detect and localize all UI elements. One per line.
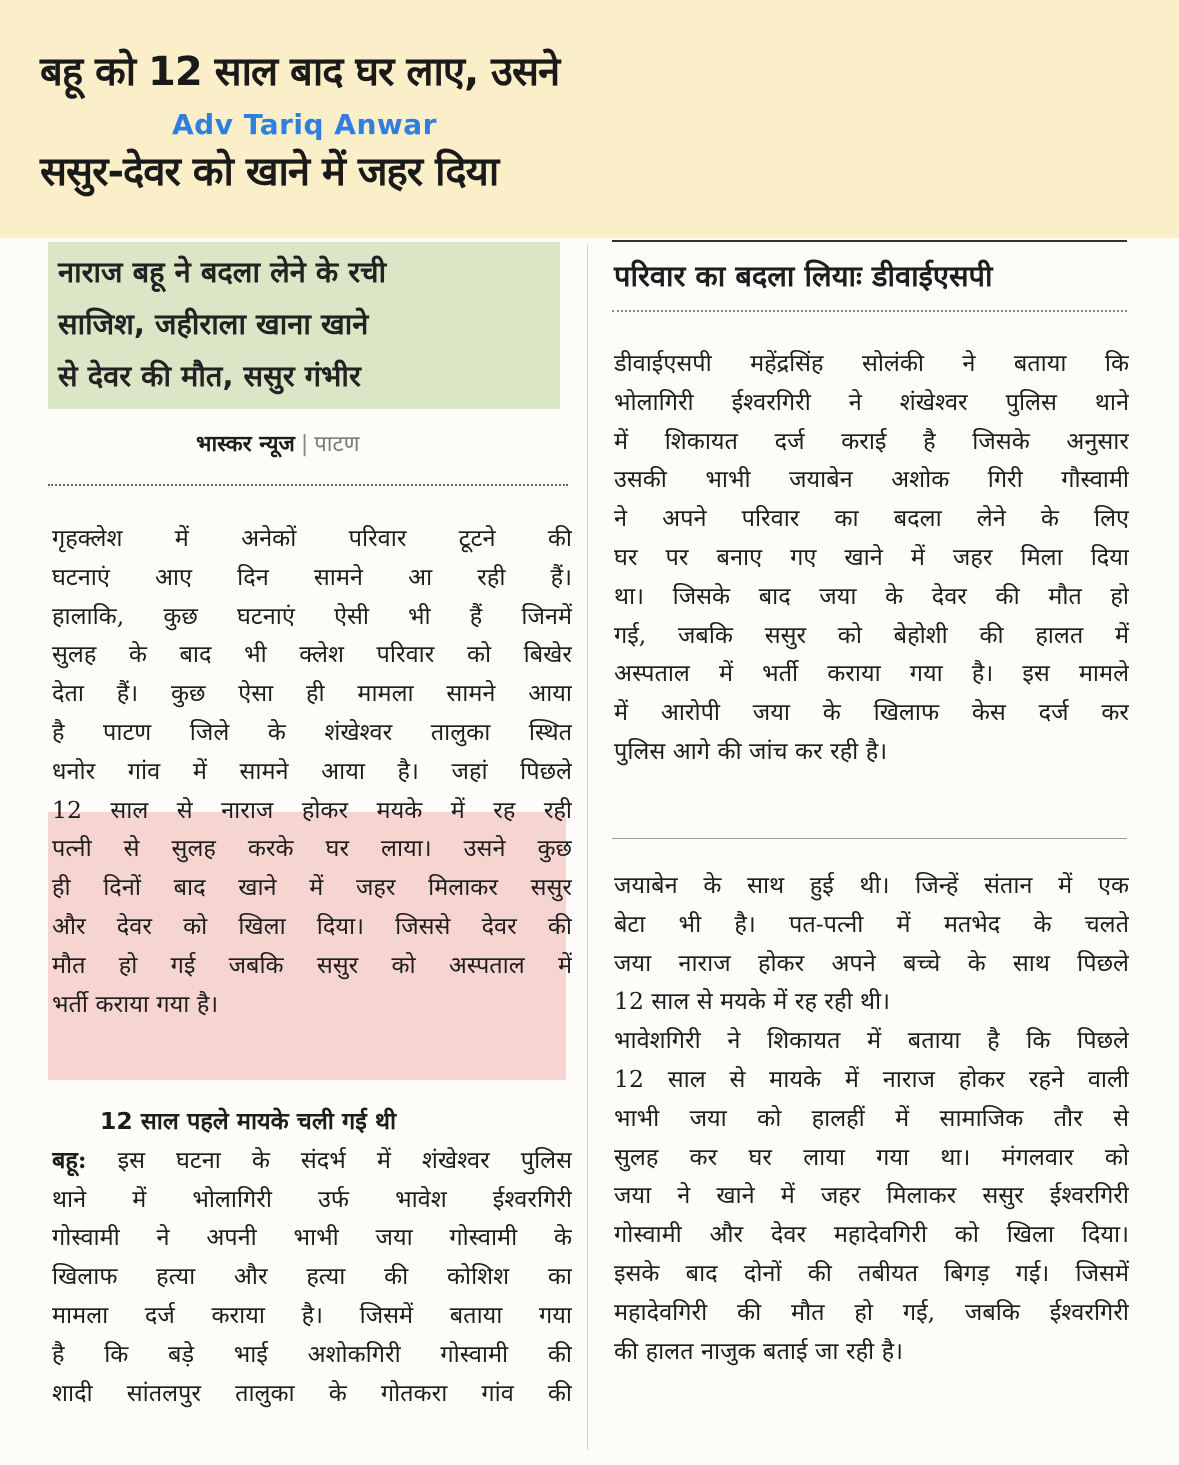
text-line: पुलिस आगे की जांच कर रही है। [614,736,888,765]
left-column-intro [52,519,572,1023]
column-divider [587,245,588,1450]
text-line: भोलागिरी ईश्वरगिरी ने शंखेश्वर पुलिस थाने [614,387,1129,416]
text-line: 12 साल से मयके में रह रही थी। [614,987,891,1016]
text-line: हालाकि, कुछ घटनाएं ऐसी भी हैं जिनमें [52,601,572,630]
text-line: भावेशगिरी ने शिकायत में बताया है कि पिछले [614,1026,1129,1055]
text-line: ने अपने परिवार का बदला लेने के लिए [614,504,1129,533]
text-line: गृहक्लेश में अनेकों परिवार टूटने की [52,524,572,552]
byline-place: पाटण [314,432,360,457]
text-line: था। जिसके बाद जया के देवर की मौत हो [614,581,1129,610]
highlight-line: भर्ती कराया गया है। [52,989,219,1018]
section-subheading: 12 साल पहले मायके चली गई थी [100,1107,397,1135]
text-line: भाभी जया को हालहीं में सामाजिक तौर से [614,1103,1129,1132]
text-line: थाने में भोलागिरी उर्फ भावेश ईश्वरगिरी [52,1184,572,1213]
text-line: देता हैं। कुछ ऐसा ही मामला सामने आया [52,679,572,708]
text-line: की हालत नाजुक बताई जा रही है। [614,1336,903,1365]
text-line: अस्पताल में भर्ती कराया गया है। इस मामले [614,659,1129,688]
section-lead: बहू: [52,1145,87,1174]
text-line: गोस्वामी ने अपनी भाभी जया गोस्वामी के [52,1223,572,1252]
text-line: 12 साल से मायके में नाराज होकर रहने वाली [614,1064,1129,1093]
text-line: है कि बड़े भाई अशोकगिरी गोस्वामी की [52,1339,572,1368]
text-line: सुलह के बाद भी क्लेश परिवार को बिखेर [52,640,572,669]
text-line: जया नाराज होकर अपने बच्चे के साथ पिछले [614,948,1129,977]
text-line: घर पर बनाए गए खाने में जहर मिला दिया [614,542,1129,571]
byline [196,428,359,458]
headline-line-2: ससुर-देवर को खाने में जहर दिया [40,149,499,195]
highlight-line: 12 साल से नाराज होकर मयके में रह रही [52,795,572,824]
text-line: खिलाफ हत्या और हत्या की कोशिश का [52,1262,572,1291]
byline-divider [48,484,568,486]
highlight-line: मौत हो गई जबकि ससुर को अस्पताल में [52,950,572,979]
left-column-section [52,1102,572,1412]
text-line: है पाटण जिले के शंखेश्वर तालुका स्थित [52,717,572,746]
text-line: धनोर गांव में सामने आया है। जहां पिछले [52,756,572,785]
text-line: सुलह कर घर लाया गया था। मंगलवार को [614,1142,1129,1171]
highlight-line: और देवर को खिला दिया। जिससे देवर की [52,911,572,940]
text-line: उसकी भाभी जयाबेन अशोक गिरी गौस्वामी [614,465,1129,494]
right-column-block-1 [614,344,1129,771]
byline-separator: | [300,432,309,457]
text-line: जया ने खाने में जहर मिलाकर ससुर ईश्वरगिरी [614,1181,1129,1210]
text-line: घटनाएं आए दिन सामने आ रही हैं। [52,562,572,591]
right-column-block-2 [614,866,1129,1370]
highlight-line: पत्नी से सुलह करके घर लाया। उसने कुछ [52,834,572,863]
right-column-heading: परिवार का बदला लियाः डीवाईएसपी [614,259,993,293]
text-line: इसके बाद दोनों की तबीयत बिगड़ गई। जिसमें [614,1258,1129,1287]
watermark-text: Adv Tariq Anwar [172,108,437,141]
text-line-rest: इस घटना के संदर्भ में शंखेश्वर पुलिस [86,1145,572,1174]
right-heading-divider [612,310,1127,312]
text-line: डीवाईएसपी महेंद्रसिंह सोलंकी ने बताया कि [614,349,1129,377]
text-line: शादी सांतलपुर तालुका के गोतकरा गांव की [52,1378,572,1407]
byline-source: भास्कर न्यूज [196,432,295,457]
highlight-line: ही दिनों बाद खाने में जहर मिलाकर ससुर [52,873,572,902]
text-line: में शिकायत दर्ज कराई है जिसके अनुसार [614,426,1129,455]
text-line: गोस्वामी और देवर महादेवगिरी को खिला दिया। [614,1220,1129,1249]
subheading-line: नाराज बहू ने बदला लेने के रची [58,255,387,289]
subheading-line: साजिश, जहीराला खाना खाने [58,307,369,341]
subheading [58,246,558,402]
text-line: बेटा भी है। पत-पत्नी में मतभेद के चलते [614,909,1129,938]
subheading-line: से देवर की मौत, ससुर गंभीर [58,359,361,393]
right-mid-divider [612,838,1127,839]
text-line [52,1141,572,1180]
text-line: गई, जबकि ससुर को बेहोशी की हालत में [614,620,1129,649]
right-top-rule [612,240,1127,242]
text-line: में आरोपी जया के खिलाफ केस दर्ज कर [614,698,1129,727]
text-line: मामला दर्ज कराया है। जिसमें बताया गया [52,1300,572,1329]
text-line: जयाबेन के साथ हुई थी। जिन्हें संतान में एक [614,871,1129,899]
text-line: महादेवगिरी की मौत हो गई, जबकि ईश्वरगिरी [614,1297,1129,1326]
headline-line-1: बहू को 12 साल बाद घर लाए, उसने [40,49,560,95]
